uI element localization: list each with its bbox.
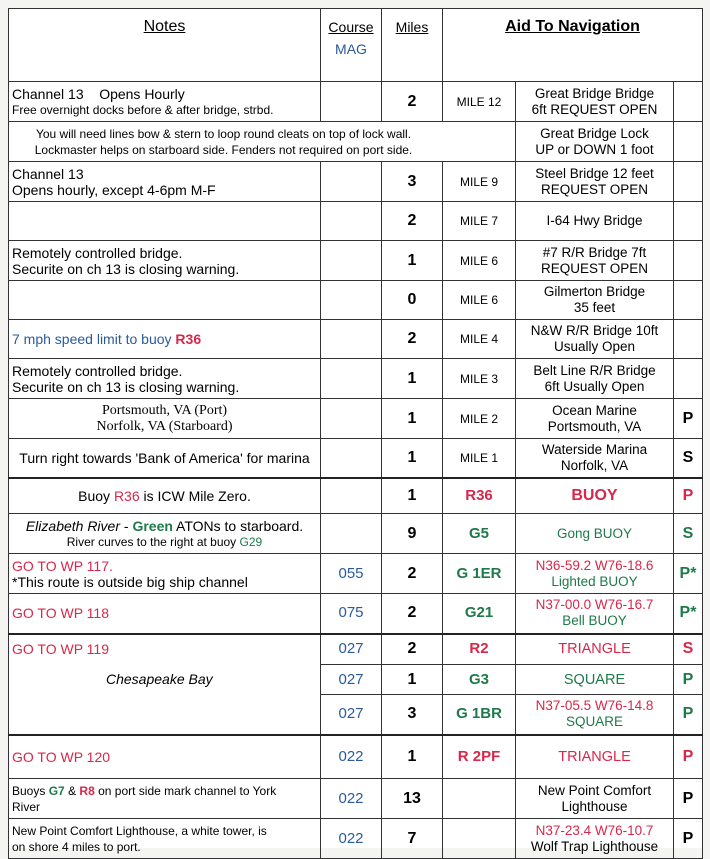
nav-aid-id-cell: G 1BR	[443, 695, 516, 735]
miles-cell: 2	[382, 320, 443, 359]
nav-aid-id-cell: G 1ER	[443, 554, 516, 594]
miles-cell: 0	[382, 281, 443, 320]
notes-cell: GO TO WP 117. *This route is outside big ship channel	[9, 554, 321, 594]
side-cell: P	[674, 819, 703, 859]
aid-cell: N&W R/R Bridge 10ft Usually Open	[516, 320, 674, 359]
notes-cell	[9, 202, 321, 241]
aid-cell: N37-00.0 W76-16.7 Bell BUOY	[516, 594, 674, 634]
mile-marker-cell: MILE 6	[443, 281, 516, 320]
course-cell: 022	[321, 779, 382, 819]
course-cell	[321, 162, 382, 202]
table-row	[9, 478, 703, 514]
aid-header: Aid To Navigation	[443, 9, 703, 82]
nav-aid-id-cell: R 2PF	[443, 735, 516, 779]
miles-cell: 3	[382, 162, 443, 202]
miles-cell: 1	[382, 439, 443, 478]
table-row	[9, 281, 703, 320]
course-cell	[321, 514, 382, 554]
aid-cell: N36-59.2 W76-18.6 Lighted BUOY	[516, 554, 674, 594]
side-cell: S	[674, 634, 703, 665]
course-cell: 022	[321, 819, 382, 859]
course-cell: 055	[321, 554, 382, 594]
side-cell: P	[674, 399, 703, 439]
table-row	[9, 399, 703, 439]
course-header: Course MAG	[321, 9, 382, 82]
table-row	[9, 122, 703, 162]
table-row	[9, 82, 703, 122]
aid-cell: TRIANGLE	[516, 735, 674, 779]
notes-cell: GO TO WP 120	[9, 735, 321, 779]
table-row	[9, 439, 703, 478]
notes-cell: Turn right towards 'Bank of America' for marina	[9, 439, 321, 478]
side-cell	[674, 82, 703, 122]
course-cell	[321, 202, 382, 241]
aid-cell: Belt Line R/R Bridge 6ft Usually Open	[516, 359, 674, 399]
notes-header: Notes	[9, 9, 321, 82]
course-cell	[321, 478, 382, 514]
miles-cell: 2	[382, 202, 443, 241]
header-row	[9, 9, 703, 82]
notes-cell: GO TO WP 118	[9, 594, 321, 634]
mile-marker-cell: MILE 12	[443, 82, 516, 122]
table-row	[9, 202, 703, 241]
course-cell: 027	[321, 695, 382, 735]
mile-marker-cell: MILE 6	[443, 241, 516, 281]
course-cell	[321, 281, 382, 320]
miles-cell: 1	[382, 399, 443, 439]
table-row	[9, 514, 703, 554]
side-cell: P	[674, 695, 703, 735]
table-row	[9, 162, 703, 202]
course-cell	[321, 399, 382, 439]
miles-header: Miles	[382, 9, 443, 82]
mile-marker-cell: MILE 7	[443, 202, 516, 241]
table-row	[9, 359, 703, 399]
side-cell: P	[674, 779, 703, 819]
notes-cell: You will need lines bow & stern to loop round cleats on top of lock wall. Lockmaster helps on starboard side. Fenders not required on port side.	[9, 122, 516, 162]
notes-cell: Remotely controlled bridge. Securite on ch 13 is closing warning.	[9, 241, 321, 281]
notes-cell	[9, 281, 321, 320]
notes-cell: New Point Comfort Lighthouse, a white tower, is on shore 4 miles to port.	[9, 819, 321, 859]
side-cell: P*	[674, 554, 703, 594]
aid-cell: #7 R/R Bridge 7ft REQUEST OPEN	[516, 241, 674, 281]
course-cell: 027	[321, 665, 382, 695]
miles-cell: 7	[382, 819, 443, 859]
aid-cell: BUOY	[516, 478, 674, 514]
miles-cell: 3	[382, 695, 443, 735]
nav-aid-id-cell: G21	[443, 594, 516, 634]
nav-aid-id-cell	[443, 779, 516, 819]
aid-cell: Great Bridge Lock UP or DOWN 1 foot	[516, 122, 674, 162]
mile-marker-cell: MILE 9	[443, 162, 516, 202]
aid-cell: I-64 Hwy Bridge	[516, 202, 674, 241]
nav-aid-id-cell: R36	[443, 478, 516, 514]
notes-cell: GO TO WP 119 Chesapeake Bay	[9, 634, 321, 735]
table-row	[9, 594, 703, 634]
side-cell: P	[674, 735, 703, 779]
mile-marker-cell: MILE 2	[443, 399, 516, 439]
side-cell: P	[674, 665, 703, 695]
notes-cell: Channel 13 Opens Hourly Free overnight docks before & after bridge, strbd.	[9, 82, 321, 122]
side-cell	[674, 162, 703, 202]
side-cell	[674, 320, 703, 359]
aid-cell: Great Bridge Bridge 6ft REQUEST OPEN	[516, 82, 674, 122]
notes-cell: 7 mph speed limit to buoy R36	[9, 320, 321, 359]
miles-cell: 2	[382, 554, 443, 594]
notes-cell: Channel 13 Opens hourly, except 4-6pm M-F	[9, 162, 321, 202]
side-cell	[674, 202, 703, 241]
miles-cell: 1	[382, 735, 443, 779]
side-cell	[674, 122, 703, 162]
aid-cell: Waterside Marina Norfolk, VA	[516, 439, 674, 478]
miles-cell: 1	[382, 241, 443, 281]
side-cell	[674, 359, 703, 399]
notes-cell: Remotely controlled bridge. Securite on ch 13 is closing warning.	[9, 359, 321, 399]
miles-cell: 1	[382, 478, 443, 514]
table-row	[9, 320, 703, 359]
aid-cell: TRIANGLE	[516, 634, 674, 665]
miles-cell: 2	[382, 82, 443, 122]
aid-cell: New Point Comfort Lighthouse	[516, 779, 674, 819]
aid-cell: Ocean Marine Portsmouth, VA	[516, 399, 674, 439]
course-cell: 022	[321, 735, 382, 779]
table-row	[9, 735, 703, 779]
nav-aid-id-cell: R2	[443, 634, 516, 665]
mile-marker-cell: MILE 1	[443, 439, 516, 478]
navigation-table	[8, 8, 703, 859]
side-cell	[674, 281, 703, 320]
aid-cell: Gong BUOY	[516, 514, 674, 554]
nav-aid-id-cell: G3	[443, 665, 516, 695]
mile-marker-cell: MILE 4	[443, 320, 516, 359]
side-cell: S	[674, 514, 703, 554]
course-cell	[321, 359, 382, 399]
table-row	[9, 241, 703, 281]
side-cell	[674, 241, 703, 281]
course-cell	[321, 241, 382, 281]
course-cell	[321, 439, 382, 478]
notes-cell: Elizabeth River - Green ATONs to starboard. River curves to the right at buoy G29	[9, 514, 321, 554]
course-cell: 027	[321, 634, 382, 665]
side-cell: P	[674, 478, 703, 514]
aid-cell: Steel Bridge 12 feet REQUEST OPEN	[516, 162, 674, 202]
notes-cell: Portsmouth, VA (Port) Norfolk, VA (Starboard)	[9, 399, 321, 439]
course-cell	[321, 320, 382, 359]
miles-cell: 2	[382, 634, 443, 665]
aid-cell: SQUARE	[516, 665, 674, 695]
aid-cell: N37-05.5 W76-14.8 SQUARE	[516, 695, 674, 735]
mile-marker-cell: MILE 3	[443, 359, 516, 399]
aid-cell: Gilmerton Bridge 35 feet	[516, 281, 674, 320]
side-cell: P*	[674, 594, 703, 634]
table-row	[9, 634, 703, 665]
miles-cell: 9	[382, 514, 443, 554]
side-cell: S	[674, 439, 703, 478]
notes-cell: Buoys G7 & R8 on port side mark channel to York River	[9, 779, 321, 819]
miles-cell: 1	[382, 359, 443, 399]
course-cell: 075	[321, 594, 382, 634]
course-cell	[321, 82, 382, 122]
miles-cell: 2	[382, 594, 443, 634]
nav-aid-id-cell: G5	[443, 514, 516, 554]
notes-cell: Buoy R36 is ICW Mile Zero.	[9, 478, 321, 514]
aid-cell: N37-23.4 W76-10.7 Wolf Trap Lighthouse	[516, 819, 674, 859]
miles-cell: 13	[382, 779, 443, 819]
navigation-log-sheet	[8, 8, 702, 854]
table-row	[9, 554, 703, 594]
miles-cell: 1	[382, 665, 443, 695]
table-row	[9, 779, 703, 819]
